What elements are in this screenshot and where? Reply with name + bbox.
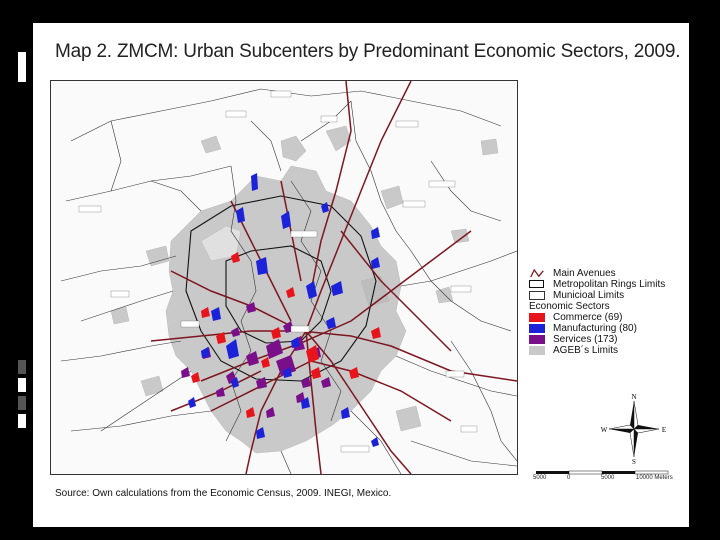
compass-south: S: [632, 458, 636, 465]
compass-rose-icon: [599, 393, 669, 465]
legend-label: AGEB´s Limits: [553, 345, 619, 356]
map: [50, 80, 518, 475]
legend-label: Manufacturing (80): [553, 323, 637, 334]
legend-services: [523, 334, 688, 345]
legend-commerce: [523, 312, 688, 323]
commerce-swatch: [529, 313, 545, 322]
scale-label: 5000: [533, 475, 547, 481]
legend-label: Metropolitan Rings Limits: [553, 279, 666, 290]
source-note: Source: Own calculations from the Economic Census, 2009. INEGI, Mexico.: [55, 488, 392, 499]
manufacturing-swatch: [529, 324, 545, 333]
legend-municipal: [523, 290, 688, 301]
scale-label: 0: [567, 475, 571, 481]
ring-swatch: [529, 280, 544, 288]
accent-bar: [18, 396, 26, 410]
legend-label: Main Avenues: [553, 268, 616, 279]
legend-label: Services (173): [553, 334, 618, 345]
accent-bar: [18, 378, 26, 392]
legend-label: Municioal Limits: [553, 290, 625, 301]
legend-manufacturing: [523, 323, 688, 334]
legend-label: Commerce (69): [553, 312, 623, 323]
legend-heading: Economic Sectors: [529, 301, 610, 312]
scale-label: 5000: [601, 475, 615, 481]
legend-rings: [523, 279, 688, 290]
accent-bar: [18, 414, 26, 428]
municipal-swatch: [529, 291, 545, 300]
compass-east: E: [661, 426, 667, 434]
scale-label: 10000 Meters: [636, 475, 673, 481]
map-legend: [523, 268, 688, 356]
slide-title: Map 2. ZMCM: Urban Subcenters by Predominant Economic Sectors, 2009.: [55, 41, 681, 62]
avenue-line-icon: [529, 269, 545, 278]
compass-west: W: [600, 426, 608, 434]
map-canvas: [51, 81, 517, 474]
left-strip: [0, 0, 30, 540]
services-swatch: [529, 335, 545, 344]
ageb-swatch: [529, 346, 545, 355]
legend-ageb: [523, 345, 688, 356]
legend-main-avenues: [523, 268, 688, 279]
accent-bar: [18, 52, 26, 82]
slide: [33, 23, 689, 527]
compass-north: N: [631, 393, 637, 401]
accent-bar: [18, 360, 26, 374]
